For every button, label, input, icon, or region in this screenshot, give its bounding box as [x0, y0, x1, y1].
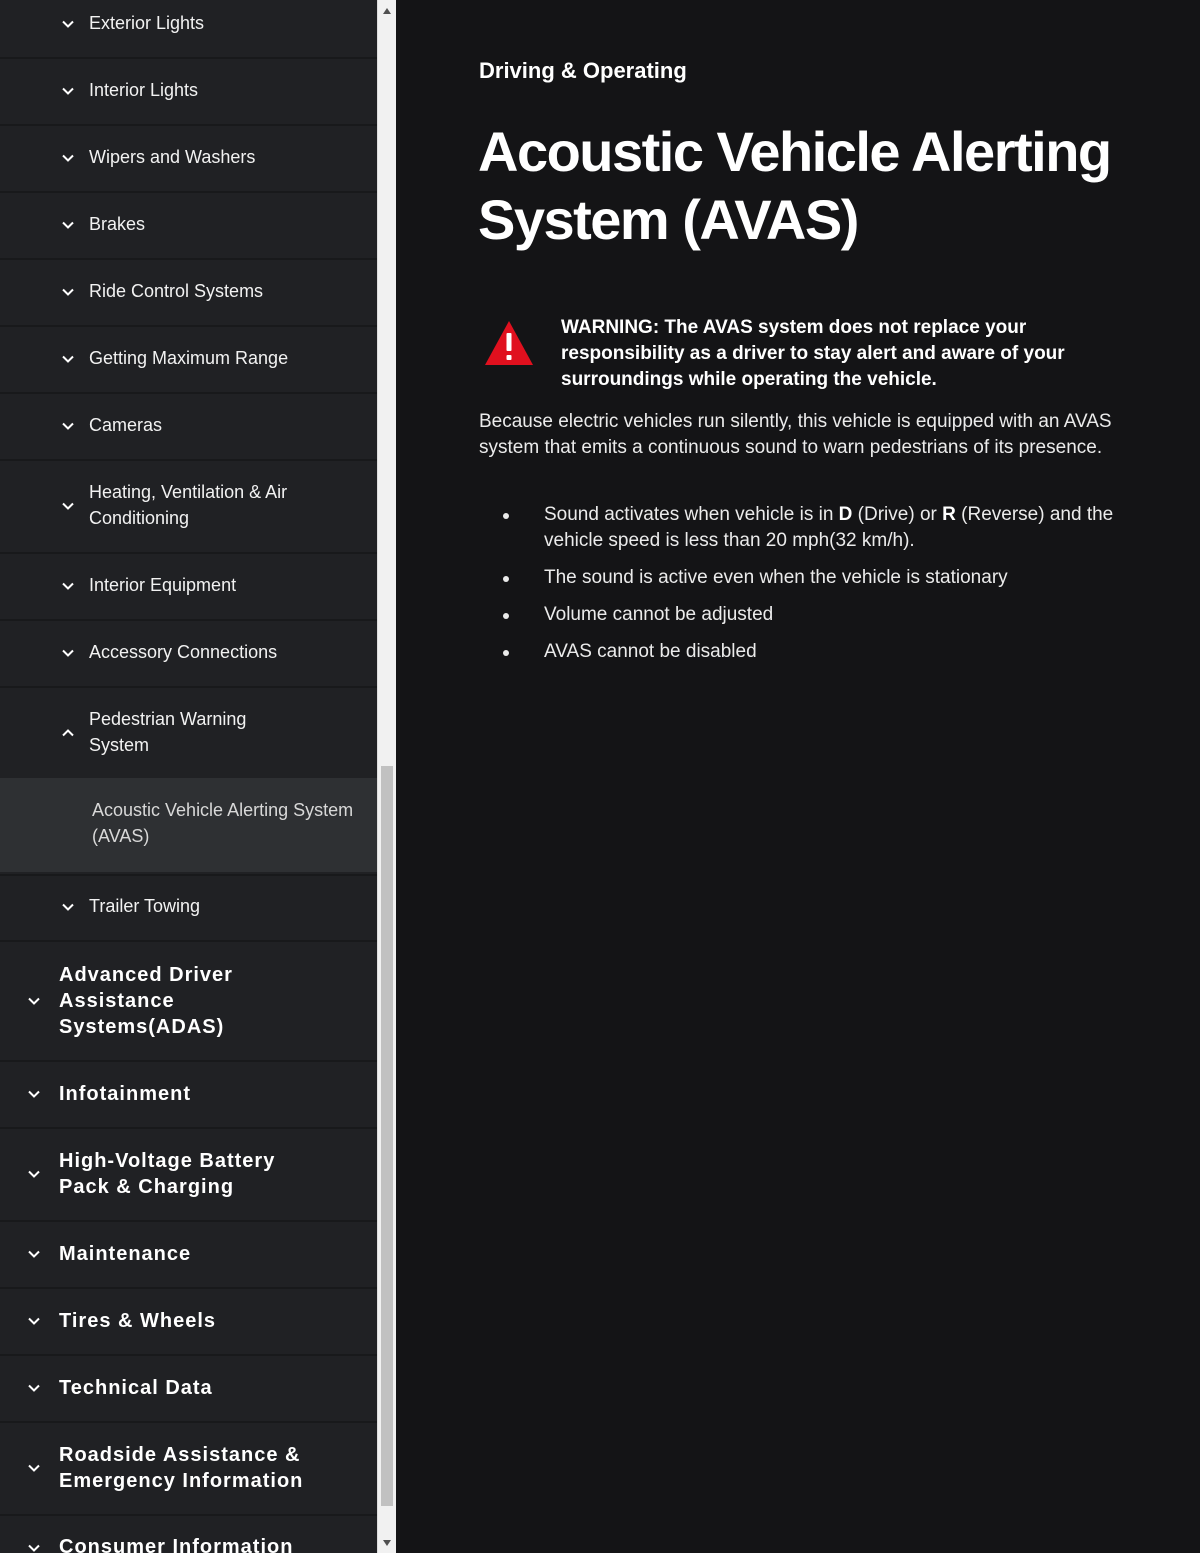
gear-drive-label: D [838, 504, 853, 525]
sidebar-item-brakes[interactable] [0, 193, 377, 260]
sidebar-item-tires-wheels[interactable] [0, 1289, 377, 1356]
sidebar-item-label: Advanced Driver Assistance Systems(ADAS) [59, 964, 233, 1038]
chevron-down-icon [61, 646, 75, 660]
chevron-down-icon [61, 285, 75, 299]
chevron-down-icon [61, 352, 75, 366]
sidebar-item-consumer-information[interactable] [0, 1516, 377, 1553]
bullet-icon [503, 513, 509, 519]
chevron-up-icon [61, 726, 75, 740]
sidebar-item-label: Wipers and Washers [89, 147, 256, 167]
sidebar-item-exterior-lights[interactable] [0, 0, 377, 59]
sidebar-item-cameras[interactable] [0, 394, 377, 461]
chevron-down-icon [61, 218, 75, 232]
sidebar-item-label: Acoustic Vehicle Alerting System (AVAS) [92, 800, 354, 846]
warning-text: WARNING: The AVAS system does not replace your responsibility as a driver to stay alert and aware of your surroundings while operating the vehicle. [561, 317, 1065, 390]
sidebar-item-high-voltage-battery[interactable] [0, 1129, 377, 1222]
sidebar-item-pedestrian-warning-system[interactable] [0, 688, 377, 778]
chevron-down-icon [27, 994, 41, 1008]
chevron-down-icon [27, 1541, 41, 1553]
sidebar-item-label: Infotainment [59, 1083, 191, 1105]
bullet-text: Sound activates when vehicle is in [544, 504, 839, 525]
sidebar-item-getting-maximum-range[interactable] [0, 327, 377, 394]
bullet-icon [503, 613, 509, 619]
sidebar-item-technical-data[interactable] [0, 1356, 377, 1423]
bullet-text: (Drive) or [852, 504, 943, 525]
list-item [496, 502, 1156, 554]
bullet-icon [503, 576, 509, 582]
scroll-down-arrow-icon[interactable] [378, 1534, 396, 1552]
sidebar-item-label: Pedestrian Warning System [89, 709, 247, 755]
chevron-down-icon [61, 579, 75, 593]
sidebar-item-roadside-assistance[interactable] [0, 1423, 377, 1516]
sidebar-item-trailer-towing[interactable] [0, 874, 377, 942]
bullet-icon [503, 650, 509, 656]
chevron-down-icon [61, 84, 75, 98]
chevron-down-icon [61, 419, 75, 433]
sidebar-scrollbar[interactable] [377, 0, 396, 1553]
feature-list [496, 502, 1156, 665]
list-item [496, 602, 1156, 628]
sidebar-item-label: Tires & Wheels [59, 1310, 217, 1332]
sidebar-nav [0, 0, 377, 1553]
sidebar-item-avas-active[interactable] [0, 778, 377, 872]
sidebar-item-interior-equipment[interactable] [0, 554, 377, 621]
intro-paragraph: Because electric vehicles run silently, this vehicle is equipped with an AVAS system that emits a continuous sound to warn pedestrians of its presence. [479, 411, 1112, 458]
sidebar-item-wipers-and-washers[interactable] [0, 126, 377, 193]
sidebar-item-label: Interior Equipment [89, 575, 237, 595]
chevron-down-icon [61, 151, 75, 165]
bullet-text: AVAS cannot be disabled [544, 641, 757, 662]
sidebar-item-label: Accessory Connections [89, 642, 278, 662]
gear-reverse-label: R [942, 504, 956, 525]
chevron-down-icon [27, 1314, 41, 1328]
sidebar-item-label: Ride Control Systems [89, 281, 264, 301]
section-label: Driving & Operating [479, 58, 687, 83]
chevron-down-icon [27, 1247, 41, 1261]
sidebar-item-label: Technical Data [59, 1377, 213, 1399]
bullet-text: The sound is active even when the vehicle is stationary [544, 567, 1008, 588]
sidebar-item-ride-control-systems[interactable] [0, 260, 377, 327]
sidebar-item-adas[interactable] [0, 942, 377, 1062]
scrollbar-thumb[interactable] [381, 766, 393, 1506]
scroll-up-arrow-icon[interactable] [378, 2, 396, 20]
page-title: Acoustic Vehicle Alerting System (AVAS) [478, 120, 1111, 251]
bullet-text: Volume cannot be adjusted [544, 604, 774, 625]
sidebar-item-accessory-connections[interactable] [0, 621, 377, 688]
sidebar-item-label: Maintenance [59, 1243, 192, 1265]
chevron-down-icon [61, 499, 75, 513]
sidebar-item-maintenance[interactable] [0, 1222, 377, 1289]
main-content [396, 0, 1200, 1553]
chevron-down-icon [27, 1381, 41, 1395]
sidebar-item-heating-ventilation-air-conditioning[interactable] [0, 461, 377, 554]
bullet-text: (Reverse) and the vehicle speed is less than 20 mph(32 km/h). [544, 504, 1114, 551]
sidebar-item-label: Interior Lights [89, 80, 199, 100]
list-item [496, 565, 1156, 591]
chevron-down-icon [27, 1461, 41, 1475]
sidebar-item-infotainment[interactable] [0, 1062, 377, 1129]
list-item [496, 639, 1156, 665]
sidebar-item-label: Exterior Lights [89, 13, 205, 33]
chevron-down-icon [27, 1167, 41, 1181]
sidebar-item-interior-lights[interactable] [0, 59, 377, 126]
sidebar-item-label: Consumer Information [59, 1536, 294, 1553]
sidebar-item-label: Roadside Assistance & Emergency Information [59, 1444, 304, 1492]
chevron-down-icon [61, 900, 75, 914]
chevron-down-icon [61, 17, 75, 31]
sidebar-item-label: High-Voltage Battery Pack & Charging [59, 1150, 276, 1198]
chevron-down-icon [27, 1087, 41, 1101]
sidebar-item-label: Trailer Towing [89, 896, 201, 916]
sidebar-item-label: Brakes [89, 214, 146, 234]
sidebar-item-label: Getting Maximum Range [89, 348, 289, 368]
warning-triangle-icon [484, 320, 534, 366]
sidebar-item-label: Cameras [89, 415, 163, 435]
sidebar-item-label: Heating, Ventilation & Air Conditioning [89, 482, 288, 528]
